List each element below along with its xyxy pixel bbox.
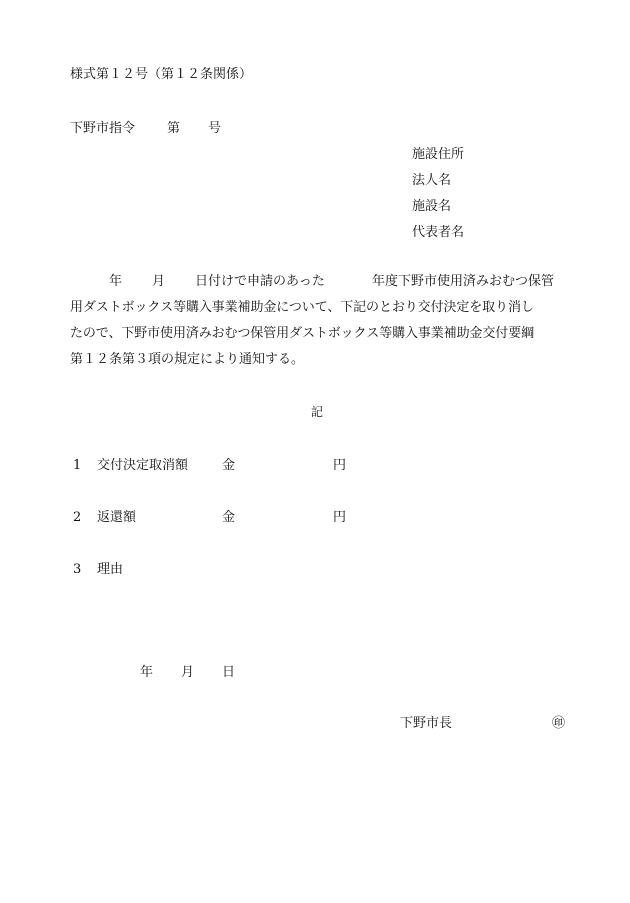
body-line1-a: 日付けで申請のあった bbox=[195, 274, 325, 289]
notice-prefix: 下野市指令 bbox=[70, 121, 136, 136]
item-3-number: 3 bbox=[73, 562, 82, 577]
item-2-kin: 金 bbox=[222, 510, 236, 525]
facility-address-label: 施設住所 bbox=[412, 147, 465, 162]
body-year: 年 bbox=[109, 274, 123, 289]
representative-name-label: 代表者名 bbox=[412, 225, 465, 240]
body-line2: 用ダストボックス等購入事業補助金について、下記のとおり交付決定を取り消し bbox=[70, 300, 534, 315]
body-month: 月 bbox=[152, 274, 166, 289]
facility-name-label: 施設名 bbox=[412, 199, 452, 214]
item-1-kin: 金 bbox=[222, 458, 236, 473]
date-day: 日 bbox=[222, 665, 236, 680]
body-line1-b: 年度下野市使用済みおむつ保管 bbox=[372, 274, 555, 289]
body-line3: たので、下野市使用済みおむつ保管用ダストボックス等購入事業補助金交付要綱 bbox=[70, 326, 535, 341]
ki-heading: 記 bbox=[311, 405, 324, 419]
item-2-label: 返還額 bbox=[97, 510, 137, 525]
item-1-label: 交付決定取消額 bbox=[97, 458, 189, 473]
item-1-number: 1 bbox=[73, 458, 82, 473]
date-month: 月 bbox=[181, 665, 195, 680]
form-number: 様式第１２号（第１２条関係） bbox=[70, 67, 253, 82]
notice-go: 号 bbox=[208, 121, 222, 136]
notice-dai: 第 bbox=[167, 121, 181, 136]
item-2-yen: 円 bbox=[333, 510, 347, 525]
item-1-yen: 円 bbox=[333, 458, 347, 473]
mayor-title: 下野市長 bbox=[400, 716, 453, 731]
item-2-number: 2 bbox=[73, 510, 82, 525]
body-line4: 第１２条第３項の規定により通知する。 bbox=[70, 352, 305, 367]
seal-mark: ㊞ bbox=[552, 716, 566, 731]
item-3-label: 理由 bbox=[97, 562, 124, 577]
corporation-name-label: 法人名 bbox=[412, 173, 452, 188]
date-year: 年 bbox=[140, 665, 154, 680]
